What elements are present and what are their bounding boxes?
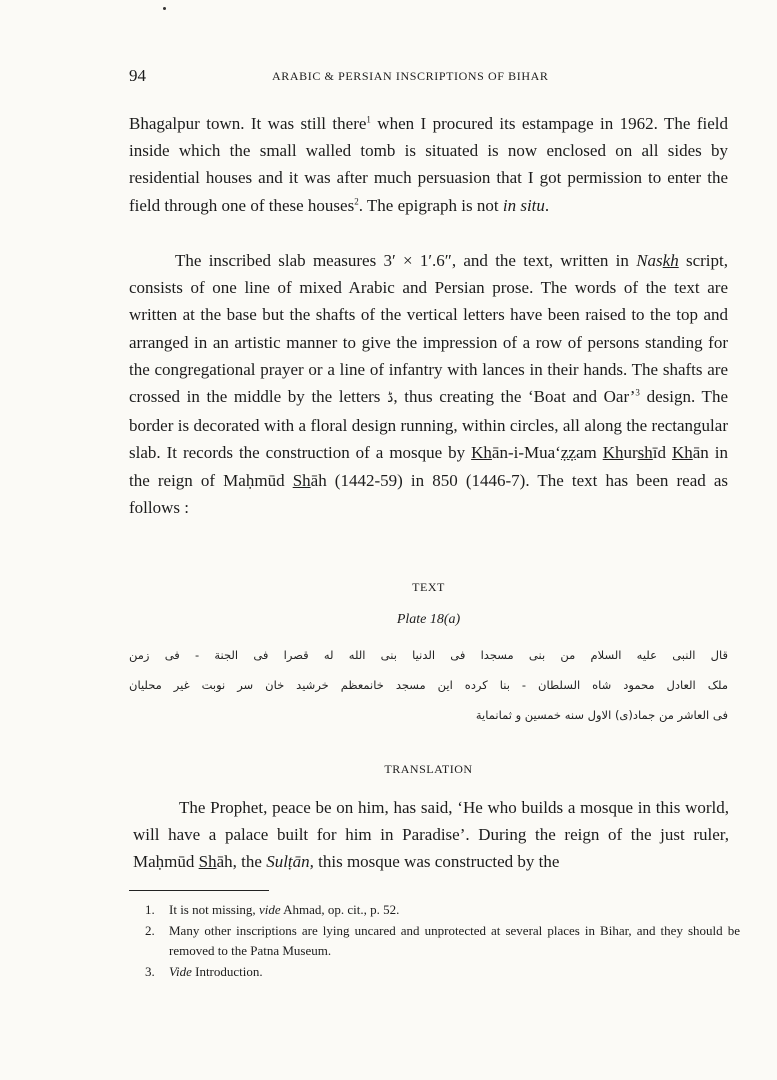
page-number: 94 [129,66,146,85]
footnote-2: 2. Many other inscriptions are lying uncared and unprotected at several places in Bihar, and they should be removed to the Patna Museum. [145,922,740,958]
arabic-line-2: ملک العادل محمود شاه السلطان - بنا کرده این مسجد خانمعظم خرشید خان سر نوبت غیر محلیان [129,678,728,692]
text-heading: TEXT [412,580,445,594]
paragraph-2: The inscribed slab measures 3′ × 1′.6″, and the text, written in Naskh script, consists of one line of mixed Arabic and Persian prose. The words of the text are written at the base but the shafts of the vertical letters have been raised to the top and arranged in an artistic manner to give the impression of a row of persons standing for the congregational prayer or a line of infantry with lances in their hands. The shafts are crossed in the middle by the letters ڈ, thus creating the ‘Boat and Oar’$^3$ design. The border is decorated with a floral design running, within circles, all along the rectangular slab. It records the construction of a mosque by Khān-i-Mua‘ẓẓam Khurshīd Khān in the reign of Maḥmūd Shāh (1442-59) in 850 (1446-7). The text has been read as follows : [129,251,729,517]
footnote-ref-3: 3 [635,387,640,398]
arabic-line-1: قال النبی علیه السلام من بنی مسجدا فی الدنیا بنی الله له قصرا فی الجنة - فی زمن [129,648,728,662]
translation-paragraph: The Prophet, peace be on him, has said, ‘He who builds a mosque in this world, will have a palace built for him in Paradise’. During the reign of the just ruler, Maḥmūd Shāh, the Sulṭān, this mosque was constructed by the [133,798,729,872]
plate-reference: Plate 18(a) [396,612,461,627]
footnotes [145,900,740,982]
italic-in-situ: in situ [502,195,545,215]
footnote-1: 1. It is not missing, vide Ahmad, op. cit., p. 52. [145,902,400,917]
footnote-ref-2: 2 [354,195,359,206]
page-speck [163,7,166,10]
footnote-3: 3. Vide Introduction. [145,963,263,979]
footnote-ref-1: 1 [366,114,371,125]
arabic-inscription [129,640,728,730]
paragraph-1: Bhagalpur town. It was still there$^1$ when I procured its estampage in 1962. The field inside which the small walled tomb is situated is now enclosed on all sides by residential houses and it was after much persuasion that I got permission to enter the field through one of these houses$^2$. The epigraph is not in situ. [129,114,729,215]
arabic-letters: ڈ [387,390,394,407]
italic-sultan: Sulṭān, [266,852,314,872]
italic-naskh: Naskh [636,251,679,270]
arabic-line-3: فی العاشر من جماد(ی) الاول سنه خمسین و ثمانمایة [475,708,728,722]
running-head: ARABIC & PERSIAN INSCRIPTIONS OF BIHAR [272,69,549,83]
translation-heading: TRANSLATION [384,762,473,776]
footnote-divider [129,890,269,891]
page-header [129,66,729,88]
